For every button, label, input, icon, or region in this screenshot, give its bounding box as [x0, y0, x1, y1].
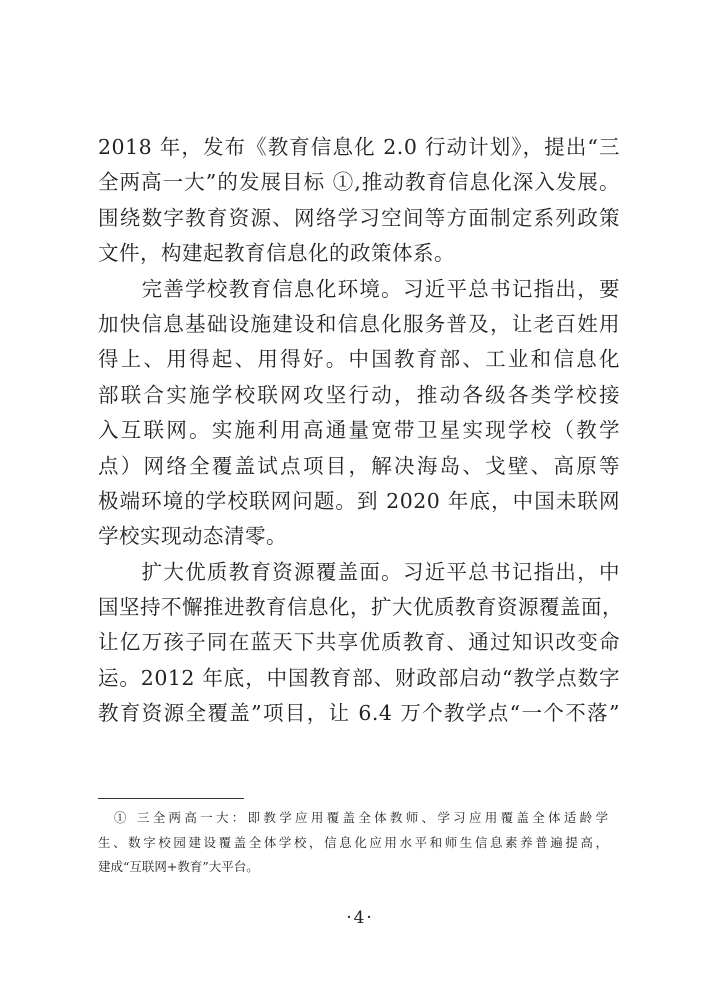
body-line: 让亿万孩子同在蓝天下共享优质教育、通过知识改变命: [98, 630, 620, 655]
body-line: 文件，构建起教育信息化的政策体系。: [98, 241, 455, 266]
footnote-line: 建成“互联网+教育”大平台。: [98, 859, 259, 874]
body-line: 学校实现动态清零。: [98, 524, 287, 549]
body-line: 全两高一大”的发展目标 ①,推动教育信息化深入发展。: [98, 170, 620, 195]
body-line: 完善学校教育信息化环境。习近平总书记指出，要: [98, 276, 620, 301]
body-line: 入互联网。实施利用高通量宽带卫星实现学校（教学: [98, 418, 620, 443]
footnote-line: 生、数字校园建设覆盖全体学校，信息化应用水平和师生信息素养普遍提高，: [98, 834, 608, 850]
body-line: 点）网络全覆盖试点项目，解决海岛、戈壁、高原等: [98, 453, 620, 478]
footnote-line: ① 三全两高一大：即教学应用覆盖全体教师、学习应用覆盖全体适龄学: [98, 810, 608, 825]
body-line: 极端环境的学校联网问题。到 2020 年底，中国未联网: [98, 488, 620, 513]
page-number: ·4·: [346, 908, 374, 928]
footnote: [98, 806, 608, 880]
body-line: 围绕数字教育资源、网络学习空间等方面制定系列政策: [98, 205, 620, 230]
footnote-divider: [98, 798, 244, 799]
body-line: 扩大优质教育资源覆盖面。习近平总书记指出，中: [98, 559, 620, 584]
body-line: 部联合实施学校联网攻坚行动，推动各级各类学校接: [98, 382, 620, 407]
body-line: 运。2012 年底，中国教育部、财政部启动“教学点数字: [98, 665, 620, 690]
body-line: 教育资源全覆盖”项目，让 6.4 万个教学点“一个不落”: [98, 701, 620, 726]
body-line: 加快信息基础设施建设和信息化服务普及，让老百姓用: [98, 311, 620, 336]
body-text: [98, 130, 623, 732]
body-line: 得上、用得起、用得好。中国教育部、工业和信息化: [98, 347, 620, 372]
body-line: 国坚持不懈推进教育信息化，扩大优质教育资源覆盖面，: [98, 595, 623, 620]
body-line: 2018 年，发布《教育信息化 2.0 行动计划》，提出“三: [98, 135, 620, 159]
